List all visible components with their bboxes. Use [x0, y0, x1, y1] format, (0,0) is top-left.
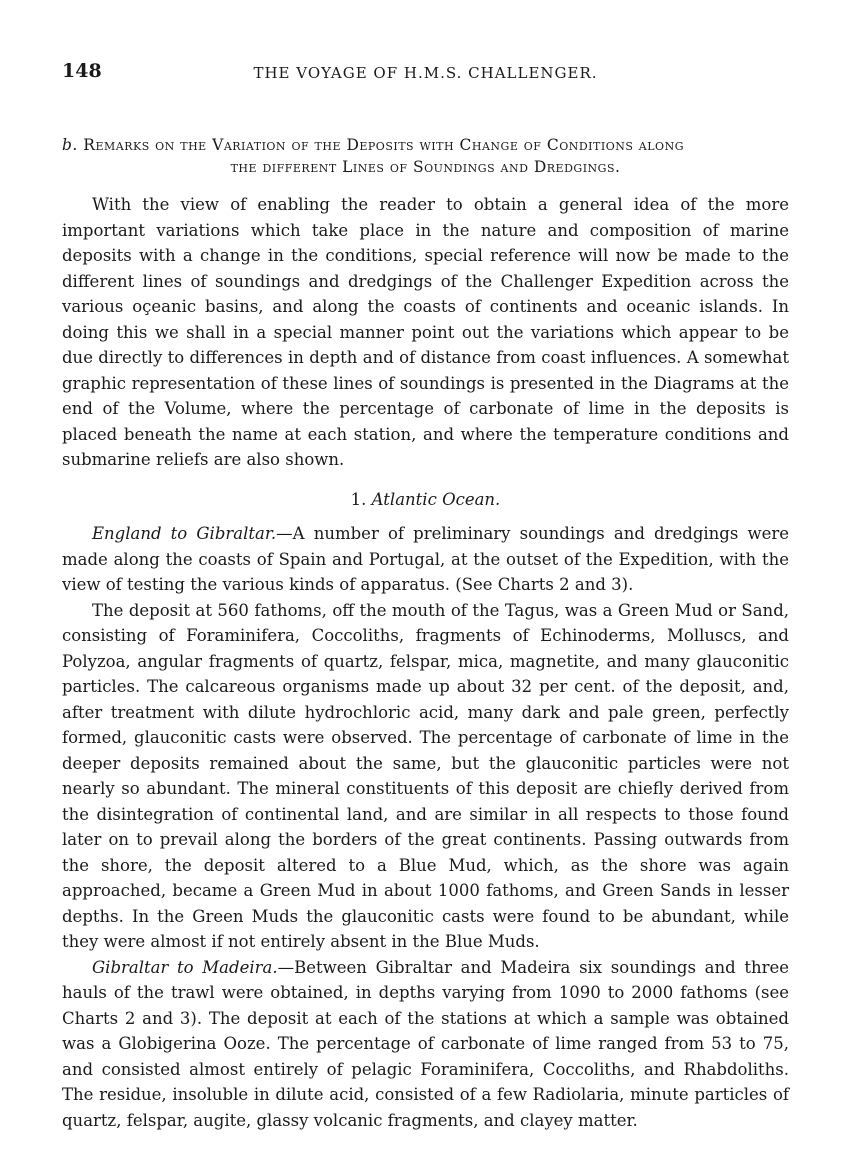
paragraph-lead: England to Gibraltar.: [92, 524, 277, 543]
running-title: THE VOYAGE OF H.M.S. CHALLENGER.: [253, 64, 598, 82]
subsection-number: 1.: [350, 489, 367, 509]
subsection-heading: [62, 487, 789, 513]
running-head: [62, 60, 789, 84]
paragraph-text: The deposit at 560 fathoms, off the mouth of the Tagus, was a Green Mud or Sand, consisting of Foraminifera, Coccoliths, fragments of Echinoderms, Molluscs, and Polyzoa, angular fragments of quartz, felspar, mica, magnetite, and many glauconitic particles. The calcareous organisms made up about 32 per cent. of the deposit, and, after treatment with dilute hydrochloric acid, many dark and pale green, perfectly formed, glauconitic casts were observed. The percentage of carbonate of lime in the deeper deposits remained about the same, but the glauconitic particles were not nearly so abundant. The mineral constituents of this deposit are chiefly derived from the disintegration of continental land, and are similar in all respects to those found later on to prevail along the borders of the great continents. Passing outwards from the shore, the deposit altered to a Blue Mud, which, as the shore was again approached, became a Green Mud in about 1000 fathoms, and Green Sands in lesser depths. In the Green Muds the glauconitic casts were found to be abundant, while they were almost if not entirely absent in the Blue Muds.: [62, 600, 789, 951]
paragraph-england-gibraltar: [62, 521, 789, 598]
section-title-line1: Remarks on the Variation of the Deposits with Change of Conditions along: [83, 136, 684, 154]
intro-paragraph: With the view of enabling the reader to obtain a general idea of the more important variations which take place in the nature and composition of marine deposits with a change in the conditions, special reference will now be made to the different lines of soundings and dredgings of the Challenger Expedition across the various oçeanic basins, and along the coasts of continents and oceanic islands. In doing this we shall in a special manner point out the variations which appear to be due directly to differences in depth and of distance from coast influences. A somewhat graphic representation of these lines of soundings is presented in the Diagrams at the end of the Volume, where the percentage of carbonate of lime in the deposits is placed beneath the name at each station, and where the temperature conditions and submarine reliefs are also shown.: [62, 195, 789, 469]
paragraph-text: —Between Gibraltar and Madeira six soundings and three hauls of the trawl were obtained, in depths varying from 1090 to 2000 fathoms (see Charts 2 and 3). The deposit at each of the stations at which a sample was obtained was a Globigerina Ooze. The percentage of carbonate of lime ranged from 53 to 75, and consisted almost entirely of pelagic Foraminifera, Coccoliths, and Rhabdoliths. The residue, insoluble in dilute acid, consisted of a few Radiolaria, minute particles of quartz, felspar, augite, glassy volcanic fragments, and clayey matter.: [62, 957, 789, 1130]
body-text: [62, 192, 789, 1133]
paragraph-tagus-deposit: [62, 598, 789, 955]
section-heading: [62, 134, 789, 178]
paragraph-lead: Gibraltar to Madeira.: [92, 957, 278, 977]
paragraph-text: —A number of preliminary soundings and dredgings were made along the coasts of Spain and Portugal, at the outset of the Expedition, with the view of testing the various kinds of apparatus. (See Charts 2 and 3).: [62, 524, 789, 594]
page-number: 148: [62, 60, 102, 82]
paragraph-gibraltar-madeira: [62, 955, 789, 1134]
section-title-line2: the different Lines of Soundings and Dredgings.: [230, 158, 621, 176]
section-letter: b.: [62, 136, 78, 154]
subsection-title: Atlantic Ocean.: [371, 489, 501, 509]
